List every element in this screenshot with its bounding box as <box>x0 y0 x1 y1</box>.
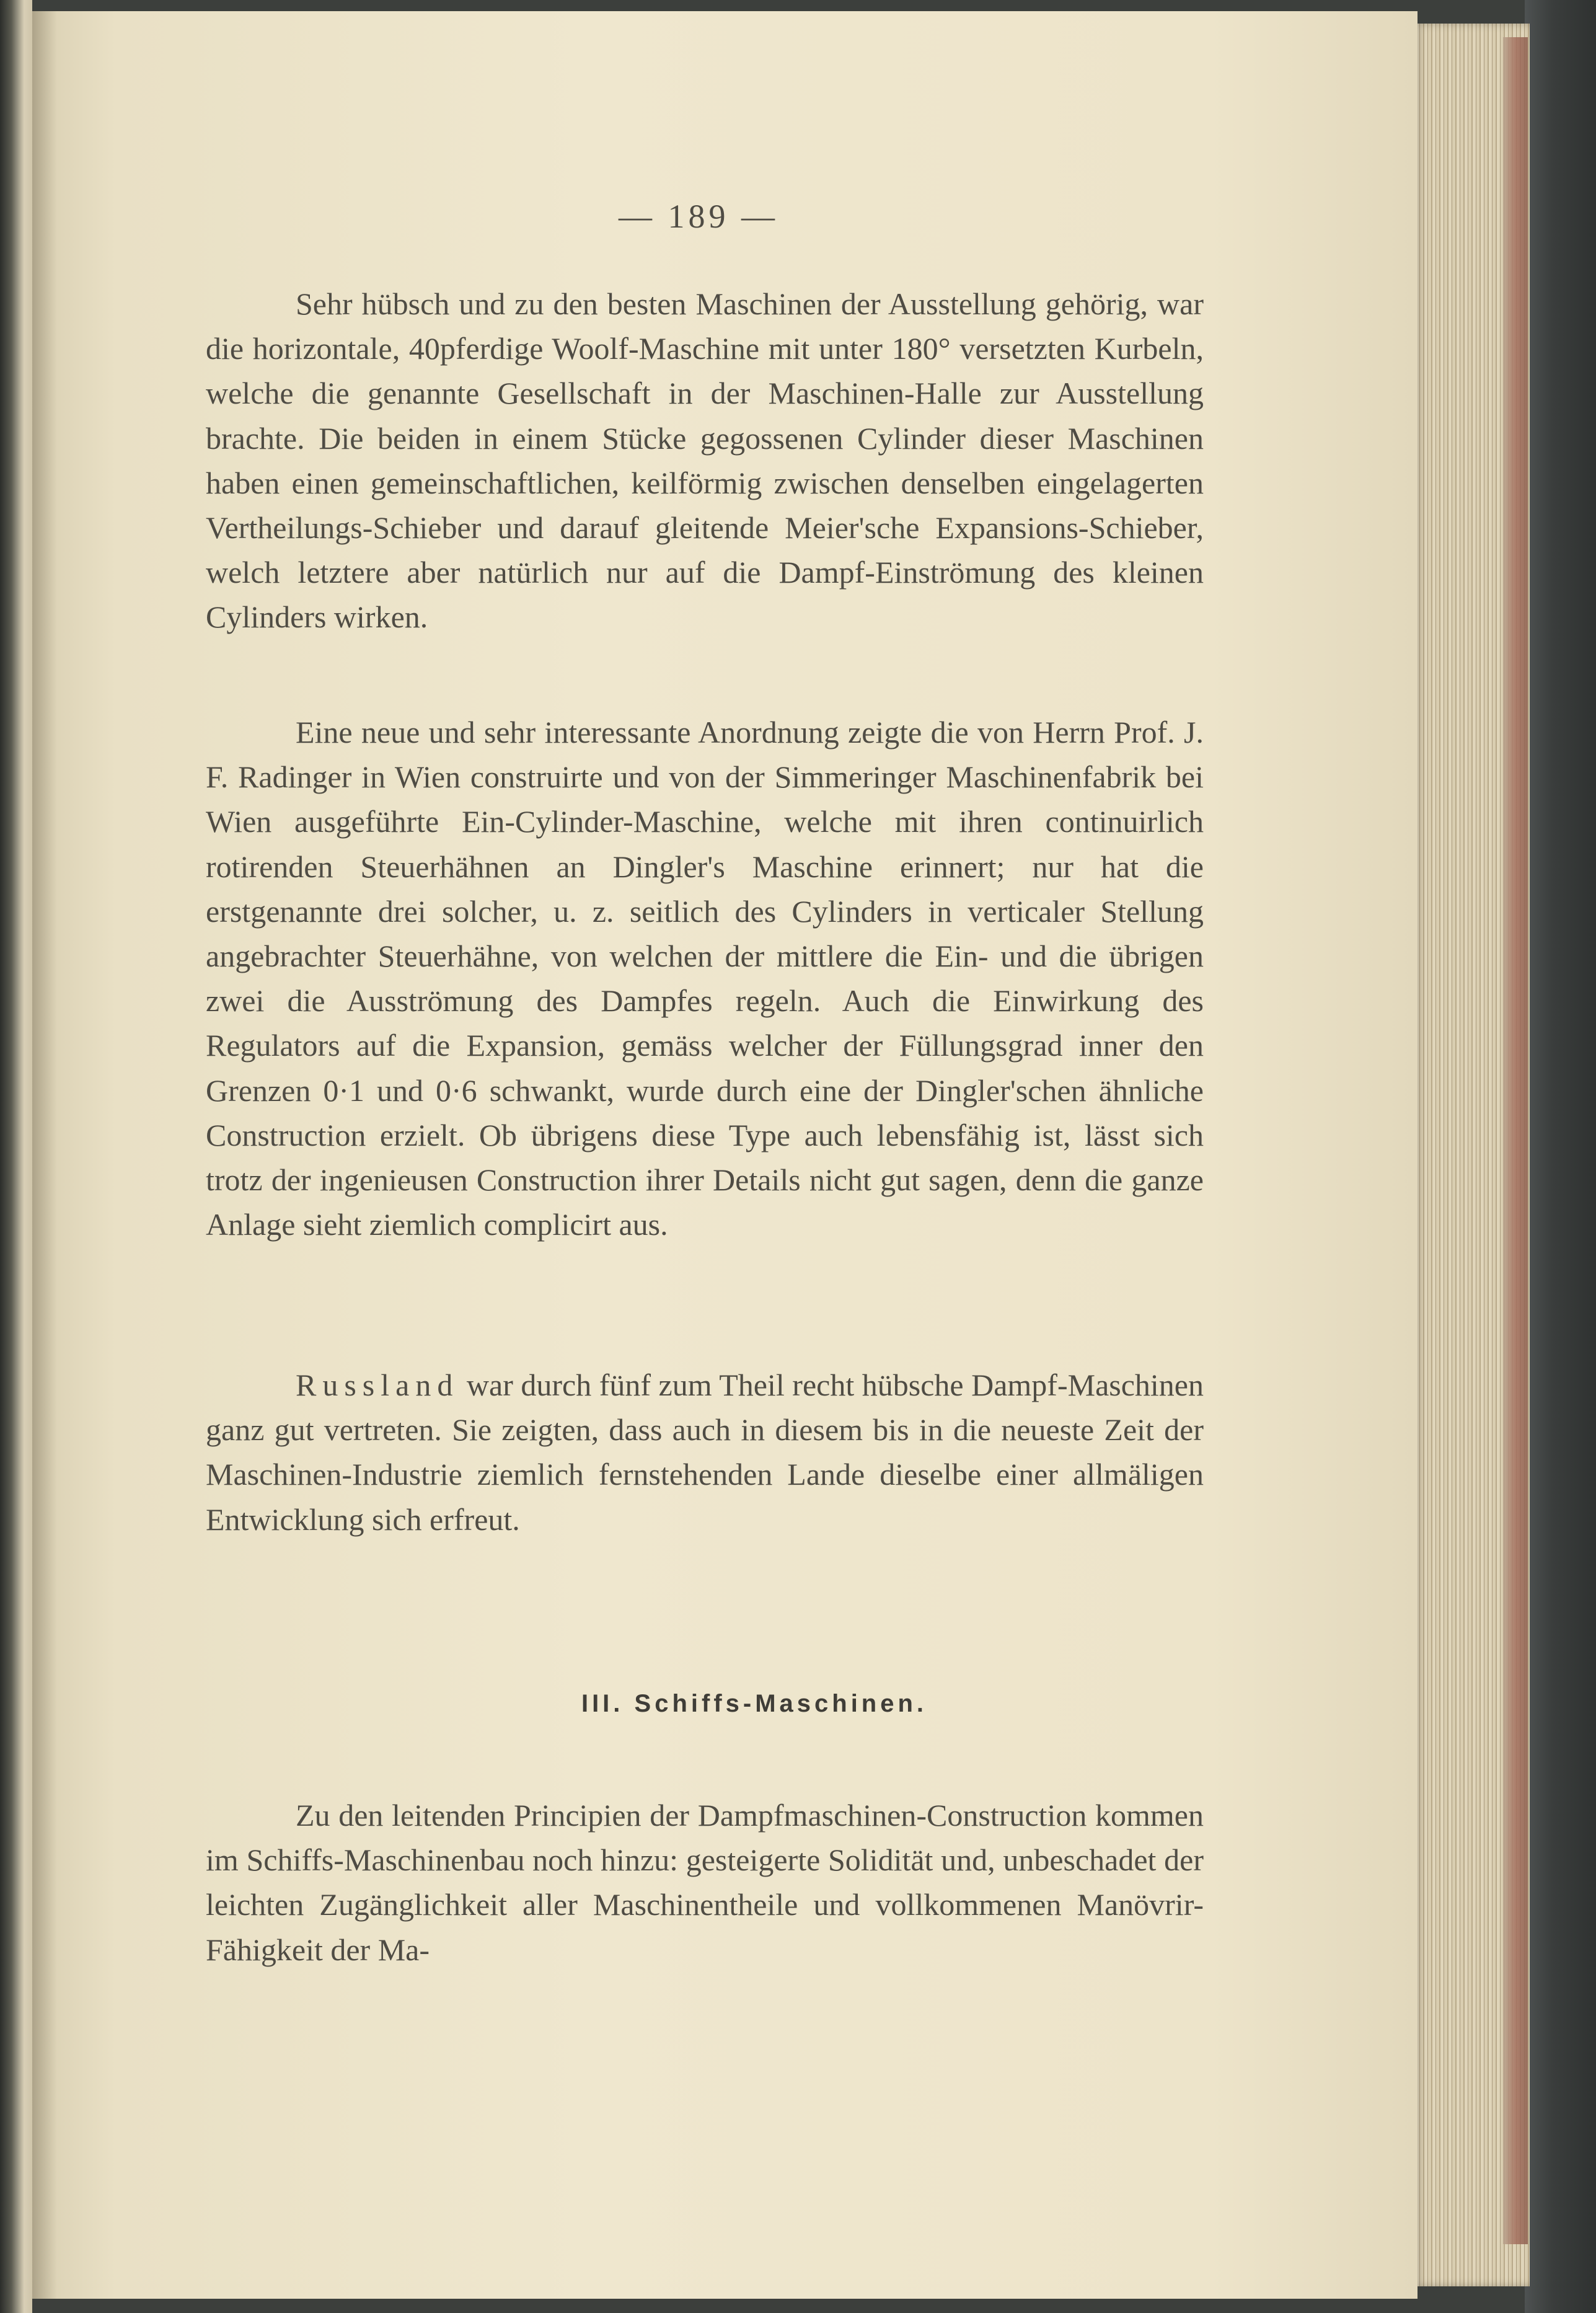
section-heading-text: III. Schiffs-Maschinen. <box>581 1690 928 1717</box>
paragraph-russland <box>206 1363 1204 1542</box>
paragraph-text: Zu den leitenden Principien der Dampfmaschinen-Construction kommen im Schiffs-Maschinenbau noch hinzu: gesteigerte Solidität und, unbeschadet der leichten Zugänglichkeit aller Maschinentheile und vollkommenen Manövrir-Fähigkeit der Ma- <box>206 1798 1204 1967</box>
gutter-shadow <box>32 11 57 2299</box>
section-heading <box>32 1690 1417 1718</box>
page-edges-tint <box>1503 37 1528 2244</box>
page-number: — 189 — <box>619 198 778 235</box>
book-cover-board <box>1525 0 1596 2313</box>
paragraph-woolf-machine <box>206 281 1204 640</box>
paragraph-text: war durch fünf zum Theil recht hübsche Dampf-Maschinen ganz gut vertreten. Sie zeigten, dass auch in diesem bis in die neueste Zeit der Maschinen-Industrie ziemlich fernstehenden Lande dieselbe einer allmäligen Entwicklung sich erfreut. <box>206 1368 1204 1537</box>
paragraph-ship-machines <box>206 1793 1204 1972</box>
facing-page-edge <box>0 0 32 2313</box>
paragraph-radinger-machine <box>206 710 1204 1247</box>
paragraph-text: Sehr hübsch und zu den besten Maschinen der Ausstellung gehörig, war die horizontale, 40pferdige Woolf-Maschine mit unter 180° versetzten Kurbeln, welche die genannte Gesellschaft in der Maschinen-Halle zur Ausstellung brachte. Die beiden in einem Stücke gegossenen Cylinder dieser Maschinen haben einen gemeinschaftlichen, keilförmig zwischen denselben eingelagerten Vertheilungs-Schieber und darauf gleitende Meier'sche Expansions-Schieber, welch letztere aber natürlich nur auf die Dampf-Einströmung des kleinen Cylinders wirken. <box>206 286 1204 635</box>
emphasis-russland: Russland <box>296 1368 459 1402</box>
book-page <box>32 11 1417 2299</box>
paragraph-text: Eine neue und sehr interessante Anordnung zeigte die von Herrn Prof. J. F. Radinger in Wien construirte und von der Simmeringer Maschinenfabrik bei Wien ausgeführte Ein-Cylinder-Maschine, welche mit ihren continuirlich rotirenden Steuerhähnen an Dingler's Maschine erinnert; nur hat die erstgenannte drei solcher, u. z. seitlich des Cylinders in verticaler Stellung angebrachter Steuerhähne, von welchen der mittlere die Ein- und die übrigen zwei die Ausströmung des Dampfes regeln. Auch die Einwirkung des Regulators auf die Expansion, gemäss welcher der Füllungsgrad inner den Grenzen 0·1 und 0·6 schwankt, wurde durch eine der Dingler'schen ähnliche Construction erzielt. Ob übrigens diese Type auch lebensfähig ist, lässt sich trotz der ingenieusen Construction ihrer Details nicht gut sagen, denn die ganze Anlage sieht ziemlich complicirt aus. <box>206 715 1204 1242</box>
